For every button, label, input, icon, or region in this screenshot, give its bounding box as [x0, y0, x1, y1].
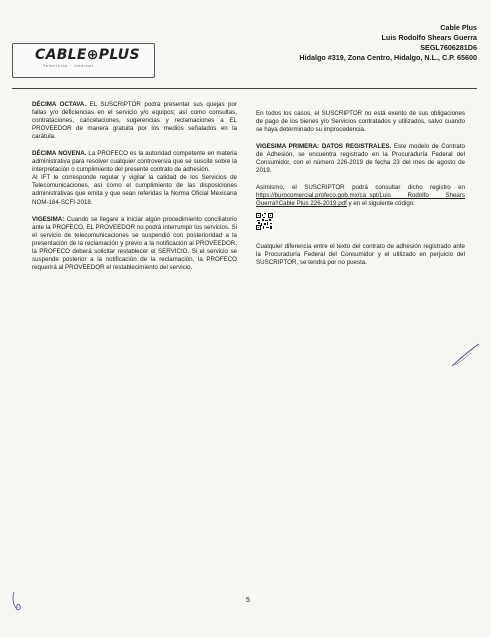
- company-logo: [12, 43, 155, 78]
- left-column: [32, 101, 237, 281]
- handwritten-initial-mark: [10, 590, 24, 614]
- company-name: Cable Plus: [440, 23, 477, 32]
- header-divider: [12, 88, 477, 89]
- registry-consult-text: Asimismo, el SUSCRIPTOR podrá consultar dicho registro en https://burocomercial.profeco.gob.mx/ca_spt/Luis Rodolfo Shears Guerra!!Cable Plus 226-2019.pdf y en el siguiente código:: [256, 184, 465, 208]
- company-header: [299, 23, 477, 63]
- right-column: [256, 110, 465, 276]
- owner-name: Luis Rodolfo Shears Guerra: [381, 33, 477, 42]
- clause-decima-octava: [32, 101, 237, 141]
- rfc-code: SEGL7606281D6: [420, 43, 477, 52]
- clause-text: Este modelo de Contrato de Adhesión, se encuentra registrado en la Procuraduría Federal del Consumidor, con el número 226-2019 de fecha 23 del mes de agosto de 2019.: [256, 143, 465, 175]
- page-number: 5: [246, 597, 250, 604]
- clause-text: Cuando se llegare a iniciar algún procedimiento conciliatorio ante la PROFECO, EL PROVEEDOR no podrá interrumpir los servicios. Si el servicio de telecomunicaciones se suspendió con posterioridad a la presentación de la reclamación y previo a la notificación al PROVEEDOR, la PROFECO deberá solicitar restablecer el SERVICIO. Si el servicio se suspende posterior a la notificación de la reclamación, la PROFECO requerirá al PROVEEDOR el restablecimiento del servicio.: [32, 215, 237, 271]
- payment-obligations-text: En todos los casos, el SUSCRIPTOR no está exento de sus obligaciones de pago de los bienes y/o Servicios contratados y utilizados, salvo cuando se haya determinado su improcedencia.: [256, 110, 465, 134]
- clause-vigesima-primera: [256, 143, 465, 175]
- discrepancy-clause-text: Cualquier diferencia entre el texto del contrato de adhesión registrado ante la Procuraduría Federal del Consumidor y el utilizado en perjuicio del SUSCRIPTOR, se tendrá por no puesta.: [256, 242, 465, 266]
- clause-text: La PROFECO es la autoridad competente en materia administrativa para resolver cualquier controversia que se suscite sobre la interpretación o cumplimiento del presente contrato de adhesión.: [32, 150, 237, 174]
- clause-vigesima: [32, 216, 237, 272]
- clause-text: EL SUSCRIPTOR podrá presentar sus quejas por fallas y/o deficiencias en el servicio y/o equipos; así como consultas, contrataciones, cancelaciones, sugerencias y reclamaciones a EL PROVEEDOR de manera gratuita por los medios señalados en la carátula.: [32, 101, 237, 141]
- logo-text: CABLE⊕PLUS: [35, 47, 140, 63]
- clause-title: VIGESIMA PRIMERA: DATOS REGISTRALES.: [256, 143, 392, 151]
- logo-tagline: Televisión · Internet: [43, 64, 95, 68]
- signature-mark: [451, 342, 481, 368]
- clause-title: VIGESIMA:: [32, 215, 65, 223]
- registry-link[interactable]: https://burocomercial.profeco.gob.mx/ca_spt/Luis Rodolfo Shears Guerra!!Cable Plus 226-2019.pdf: [256, 192, 465, 208]
- qr-code: [256, 213, 273, 230]
- clause-title: DÉCIMA OCTAVA.: [32, 101, 87, 108]
- clause-title: DÉCIMA NOVENA.: [32, 150, 87, 158]
- clause-decima-novena: [32, 150, 237, 174]
- company-address: Hidalgo #319, Zona Centro, Hidalgo, N.L., C.P. 65600: [299, 53, 477, 62]
- clause-ift-text: Al IFT le corresponde regular y vigilar la calidad de los Servicios de Telecomunicaciones, así como el cumplimiento de las disposiciones administrativas que emita y que sean referidas la Norma Oficial Mexicana NOM-184-SCFI-2018.: [32, 174, 237, 206]
